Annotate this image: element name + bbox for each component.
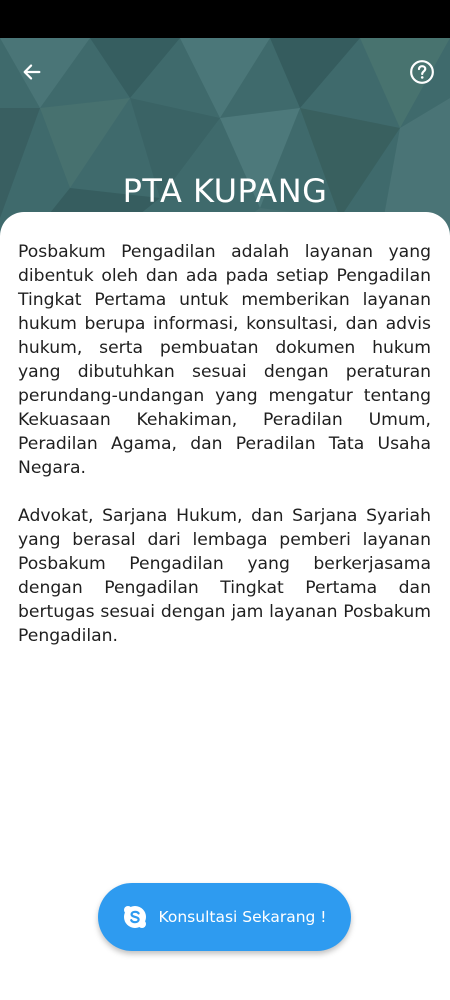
header [0, 38, 450, 238]
consult-now-label: Konsultasi Sekarang ! [158, 908, 327, 926]
paragraph-2: Advokat, Sarjana Hukum, dan Sarjana Syariah yang berasal dari lembaga pemberi layanan Posbakum Pengadilan yang berkerjasama dengan Pengadilan Tingkat Pertama dan bertugas sesuai dengan jam layanan Posbakum Pengadilan. [18, 506, 431, 646]
paragraph-1: Posbakum Pengadilan adalah layanan yang dibentuk oleh dan ada pada setiap Pengadilan Tingkat Pertama untuk memberikan layanan hukum berupa informasi, konsultasi, dan advis hukum, serta pembuatan dokumen hukum yang dibutuhkan sesuai dengan peraturan perundang-undangan yang mengatur tentang Kekuasaan Kehakiman, Peradilan Umum, Peradilan Agama, dan Peradilan Tata Usaha Negara. [18, 242, 431, 478]
help-button[interactable] [404, 54, 440, 90]
page-title: PTA KUPANG [122, 172, 328, 210]
arrow-left-icon [21, 61, 43, 83]
skype-icon [122, 904, 148, 930]
help-circle-icon [409, 59, 435, 85]
content-card [0, 212, 450, 1000]
consult-now-button[interactable] [98, 883, 351, 951]
description-text [18, 240, 431, 672]
status-bar [0, 0, 450, 38]
back-button[interactable] [14, 54, 50, 90]
